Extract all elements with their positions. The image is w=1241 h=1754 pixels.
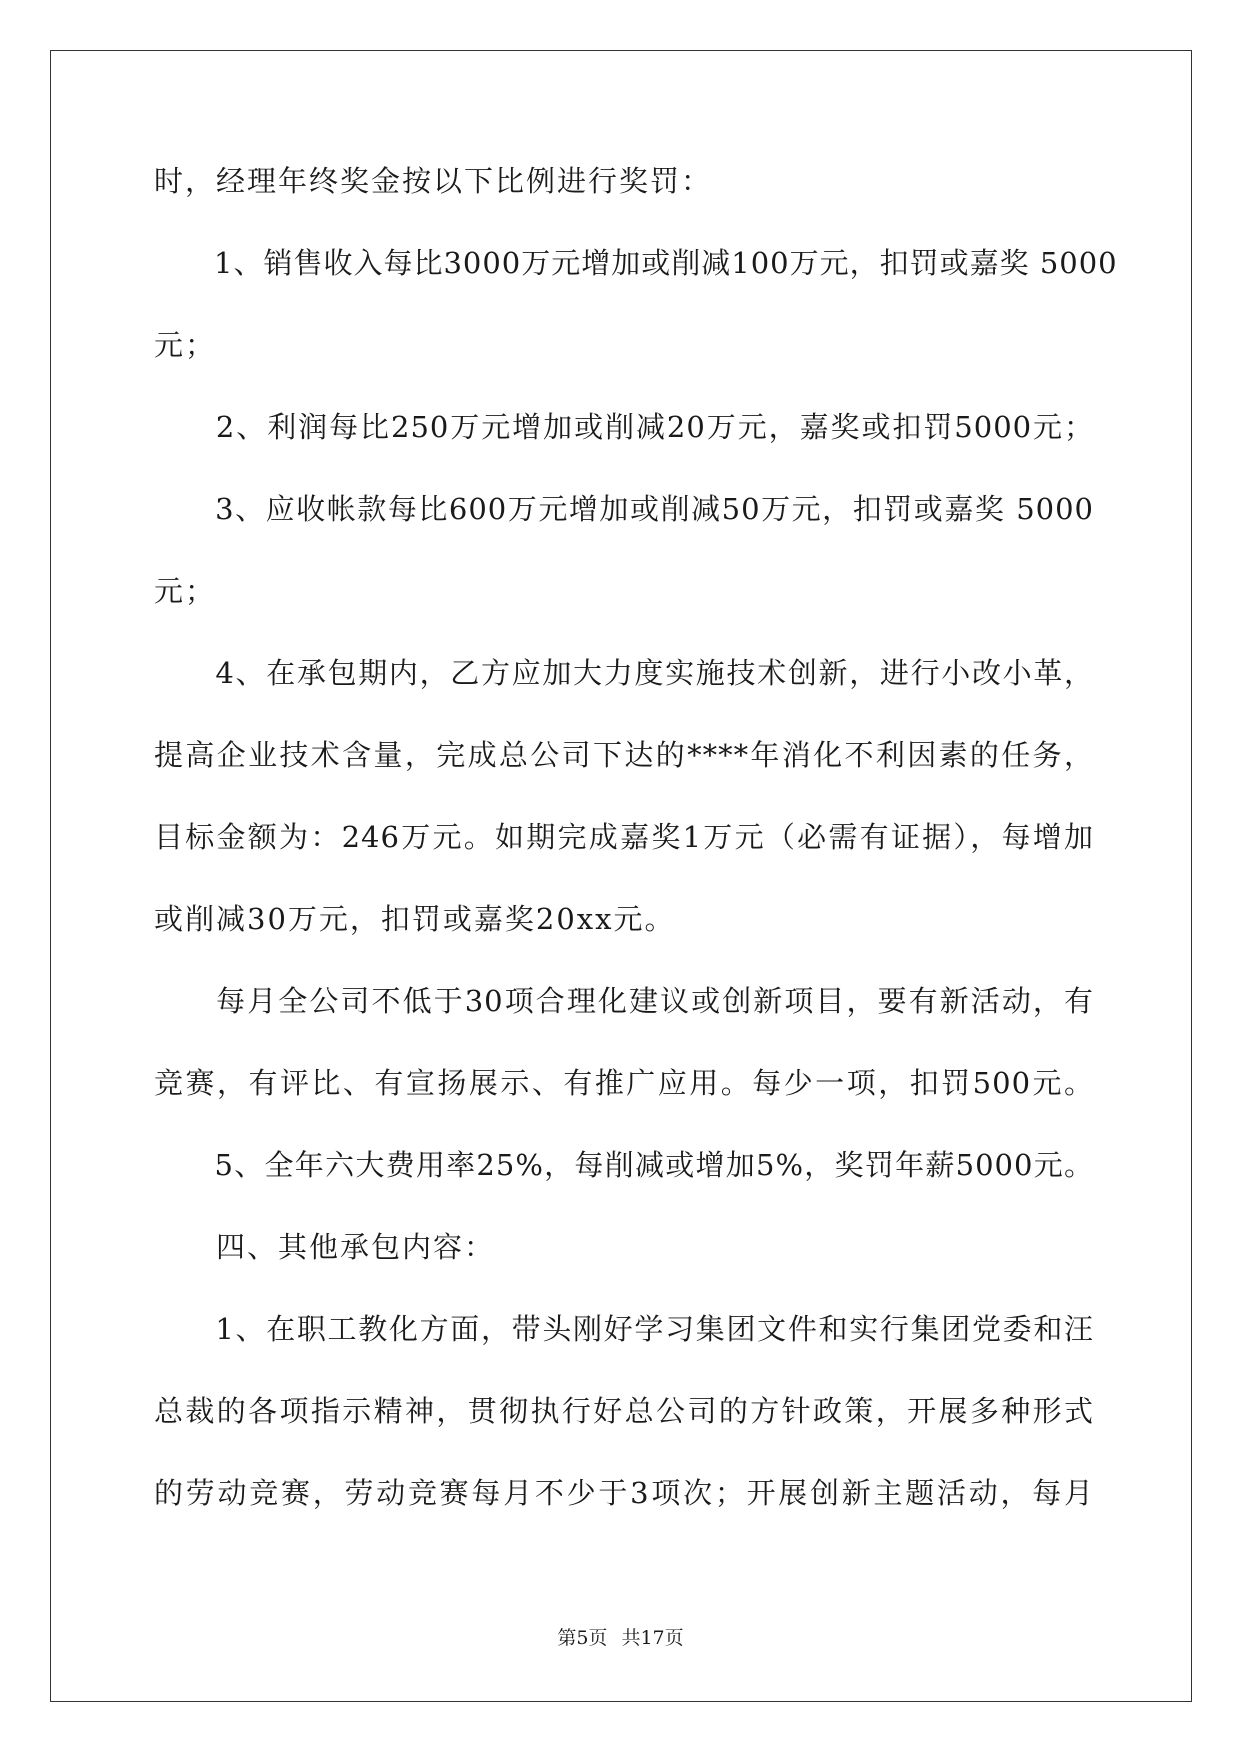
text-line: 每月全公司不低于30项合理化建议或创新项目，要有新活动，有 <box>154 984 1094 1018</box>
text-line: 的劳动竞赛，劳动竞赛每月不少于3项次；开展创新主题活动，每月 <box>154 1476 1094 1510</box>
text-line: 或削减30万元，扣罚或嘉奖20xx元。 <box>154 902 676 936</box>
page-footer <box>0 1623 1241 1650</box>
text-line: 竞赛，有评比、有宣扬展示、有推广应用。每少一项，扣罚500元。 <box>154 1066 1094 1100</box>
text-line: 3、应收帐款每比600万元增加或削减50万元，扣罚或嘉奖 5000 <box>154 492 1094 526</box>
text-line: 元； <box>154 574 217 608</box>
text-line: 四、其他承包内容： <box>154 1230 496 1264</box>
document-body <box>154 164 1118 1560</box>
text-line: 时，经理年终奖金按以下比例进行奖罚： <box>154 164 713 198</box>
text-line: 5、全年六大费用率25%，每削减或增加5%，奖罚年薪5000元。 <box>154 1148 1094 1182</box>
text-line: 1、在职工教化方面，带头刚好学习集团文件和实行集团党委和汪 <box>154 1312 1094 1346</box>
text-line: 提高企业技术含量，完成总公司下达的****年消化不利因素的任务， <box>154 738 1094 772</box>
text-line: 总裁的各项指示精神，贯彻执行好总公司的方针政策，开展多种形式 <box>154 1394 1094 1428</box>
page-number: 第5页 <box>557 1627 608 1649</box>
text-line: 元； <box>154 328 217 362</box>
text-line: 2、利润每比250万元增加或削减20万元，嘉奖或扣罚5000元； <box>154 410 1094 444</box>
text-line: 目标金额为：246万元。如期完成嘉奖1万元（必需有证据），每增加 <box>154 820 1094 854</box>
text-line: 4、在承包期内，乙方应加大力度实施技术创新，进行小改小革， <box>154 656 1094 690</box>
total-pages: 共17页 <box>621 1627 684 1649</box>
text-line: 1、销售收入每比3000万元增加或削减100万元，扣罚或嘉奖 5000 <box>154 246 1118 280</box>
